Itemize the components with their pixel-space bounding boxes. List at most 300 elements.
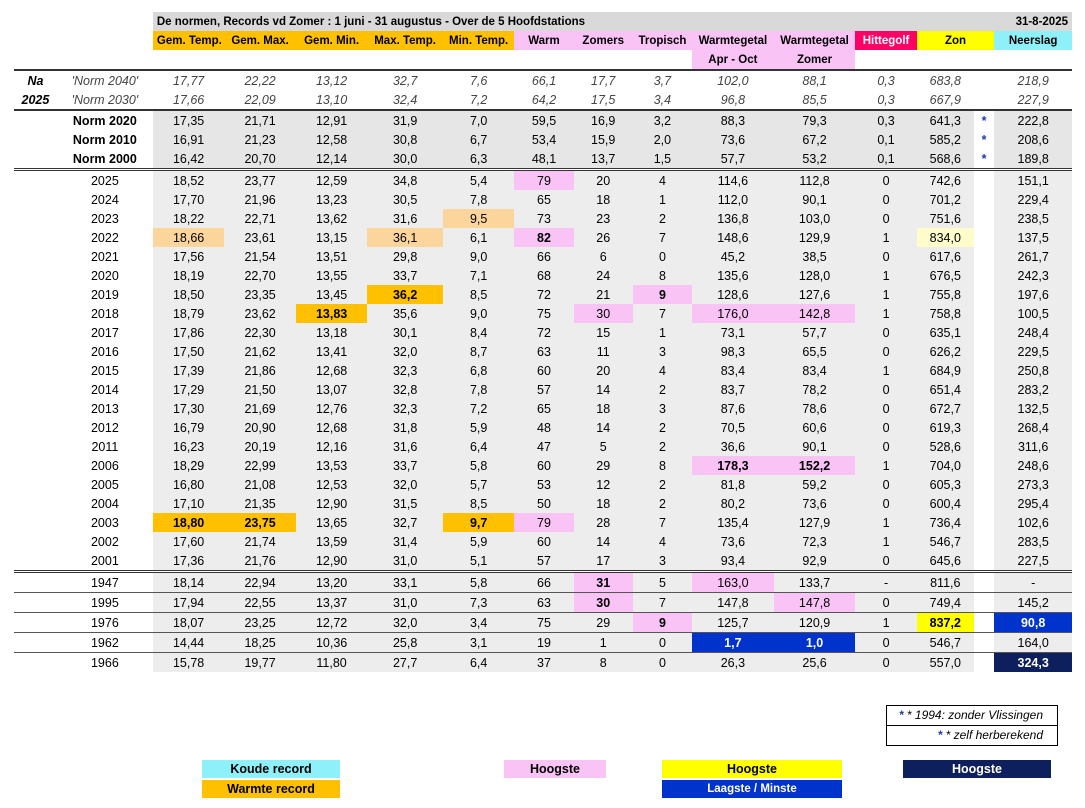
- norm-label: Norm 2010: [72, 132, 137, 147]
- cell-gem-temp: 18,50: [153, 285, 224, 304]
- cell-warm: 64,2: [514, 90, 573, 110]
- cell-tropisch: 7: [633, 228, 692, 247]
- cell-min-temp: 3,1: [443, 633, 514, 653]
- year-label: 2018: [90, 306, 119, 321]
- footnote-marker: [974, 593, 994, 613]
- cell-tropisch: 0: [633, 247, 692, 266]
- cell-min-temp: 6,4: [443, 653, 514, 673]
- cell-warmtegetal-zomer: 112,8: [774, 170, 856, 191]
- cell-warmtegetal-aprokt: 83,4: [692, 361, 774, 380]
- cell-zomers: 29: [574, 613, 633, 633]
- cell-neerslag: 268,4: [994, 418, 1072, 437]
- cell-max-temp: 33,7: [367, 266, 443, 285]
- spacer: [14, 593, 57, 613]
- cell-gem-temp: 14,44: [153, 633, 224, 653]
- cell-max-temp: 31,0: [367, 593, 443, 613]
- year-label: 2025: [57, 170, 153, 191]
- legend-lowest: Laagste / Minste: [662, 780, 842, 798]
- cell-hittegolf: 0: [855, 170, 916, 191]
- cell-min-temp: 7,6: [443, 70, 514, 90]
- cell-min-temp: 5,8: [443, 572, 514, 593]
- cell-zon: 651,4: [917, 380, 974, 399]
- cell-tropisch: 4: [633, 170, 692, 191]
- cell-max-temp: 31,8: [367, 418, 443, 437]
- cell-tropisch: 3,4: [633, 90, 692, 110]
- cell-gem-max: 23,61: [224, 228, 295, 247]
- cell-warmtegetal-aprokt: 147,8: [692, 593, 774, 613]
- spacer: [14, 653, 57, 673]
- cell-gem-min: 13,59: [296, 532, 367, 551]
- cell-hittegolf: 1: [855, 304, 916, 323]
- cell-neerslag: 229,5: [994, 342, 1072, 361]
- cell-zomers: 1: [574, 633, 633, 653]
- cell-zon: 701,2: [917, 190, 974, 209]
- cell-tropisch: 2: [633, 475, 692, 494]
- cell-tropisch: 9: [633, 613, 692, 633]
- cell-gem-min: 13,12: [296, 70, 367, 90]
- norm-row: [14, 130, 1072, 149]
- cell-zon: 667,9: [917, 90, 974, 110]
- footnotes: [886, 705, 1058, 746]
- cell-gem-min: 12,72: [296, 613, 367, 633]
- norm-label: 'Norm 2030': [71, 92, 139, 107]
- spacer: [14, 532, 57, 551]
- footnote-marker: [974, 613, 994, 633]
- cell-hittegolf: 1: [855, 532, 916, 551]
- cell-warmtegetal-zomer: 133,7: [774, 572, 856, 593]
- year-label: 2023: [90, 211, 119, 226]
- cell-warmtegetal-zomer: 53,2: [774, 149, 856, 170]
- footnote-marker: [974, 633, 994, 653]
- cell-zomers: 8: [574, 653, 633, 673]
- cell-neerslag: 100,5: [994, 304, 1072, 323]
- spacer: [14, 380, 57, 399]
- col-header-warmtegetal-zomer: Warmtegetal: [774, 31, 856, 50]
- cell-max-temp: 33,1: [367, 572, 443, 593]
- cell-hittegolf: 0: [855, 323, 916, 342]
- cell-warmtegetal-zomer: 72,3: [774, 532, 856, 551]
- footnote-recalculated: * * zelf herberekend: [887, 725, 1057, 745]
- cell-gem-max: 21,86: [224, 361, 295, 380]
- year-label: 2012: [90, 420, 119, 435]
- spacer: [14, 228, 57, 247]
- cell-warmtegetal-aprokt: 88,3: [692, 110, 774, 130]
- cell-min-temp: 5,7: [443, 475, 514, 494]
- cell-hittegolf: 1: [855, 228, 916, 247]
- spacer: [14, 418, 57, 437]
- cell-max-temp: 29,8: [367, 247, 443, 266]
- cell-gem-min: 13,51: [296, 247, 367, 266]
- cell-hittegolf: 0: [855, 437, 916, 456]
- cell-warmtegetal-zomer: 92,9: [774, 551, 856, 572]
- cell-warm: 75: [514, 613, 573, 633]
- cell-hittegolf: 0: [855, 380, 916, 399]
- cell-zon: 635,1: [917, 323, 974, 342]
- cell-warm: 66,1: [514, 70, 573, 90]
- cell-gem-min: 13,45: [296, 285, 367, 304]
- spacer: [14, 170, 57, 191]
- cell-hittegolf: 0: [855, 247, 916, 266]
- cell-neerslag: 227,5: [994, 551, 1072, 572]
- cell-zon: 568,6: [917, 149, 974, 170]
- side-label-na: Na: [14, 70, 57, 90]
- cell-gem-min: 12,90: [296, 551, 367, 572]
- cell-warm: 60: [514, 361, 573, 380]
- cell-warmtegetal-zomer: 59,2: [774, 475, 856, 494]
- cell-warmtegetal-zomer: 85,5: [774, 90, 856, 110]
- spacer: [14, 494, 57, 513]
- cell-gem-temp: 18,52: [153, 170, 224, 191]
- year-row: [14, 494, 1072, 513]
- cell-gem-min: 10,36: [296, 633, 367, 653]
- spacer: [14, 285, 57, 304]
- norm-label: Norm 2020: [57, 110, 153, 130]
- cell-hittegolf: 0,3: [855, 70, 916, 90]
- cell-min-temp: 5,1: [443, 551, 514, 572]
- cell-warmtegetal-zomer: 142,8: [774, 304, 856, 323]
- cell-gem-min: 13,83: [296, 304, 367, 323]
- footnote-marker: [974, 342, 994, 361]
- col-header-min-temp: Min. Temp.: [443, 31, 514, 50]
- cell-gem-min: 13,20: [296, 572, 367, 593]
- spacer: [14, 149, 57, 170]
- cell-min-temp: 6,7: [443, 130, 514, 149]
- cell-warm: 60: [514, 532, 573, 551]
- footnote-marker: [974, 456, 994, 475]
- cell-gem-max: 23,75: [224, 513, 295, 532]
- cell-zon: 736,4: [917, 513, 974, 532]
- year-row: [14, 551, 1072, 572]
- cell-gem-min: 12,58: [296, 130, 367, 149]
- cell-zomers: 15,9: [574, 130, 633, 149]
- cell-warm: 19: [514, 633, 573, 653]
- cell-max-temp: 31,0: [367, 551, 443, 572]
- footnote-marker: [974, 90, 994, 110]
- cell-hittegolf: 0: [855, 475, 916, 494]
- cell-hittegolf: 0: [855, 551, 916, 572]
- year-label: 2015: [90, 363, 119, 378]
- cell-gem-max: 23,77: [224, 170, 295, 191]
- cell-warmtegetal-aprokt: 163,0: [692, 572, 774, 593]
- cell-gem-temp: 17,36: [153, 551, 224, 572]
- cell-warmtegetal-zomer: 152,2: [774, 456, 856, 475]
- cell-zon: 684,9: [917, 361, 974, 380]
- year-label: 2013: [90, 401, 119, 416]
- footnote-marker: [974, 532, 994, 551]
- cell-warm: 48,1: [514, 149, 573, 170]
- cell-zomers: 11: [574, 342, 633, 361]
- cell-warmtegetal-zomer: 147,8: [774, 593, 856, 613]
- cell-warmtegetal-zomer: 38,5: [774, 247, 856, 266]
- cell-zon: 755,8: [917, 285, 974, 304]
- year-label: 2011: [91, 439, 119, 454]
- cell-gem-temp: 17,94: [153, 593, 224, 613]
- cell-warm: 65: [514, 190, 573, 209]
- cell-tropisch: 1: [633, 190, 692, 209]
- cell-min-temp: 5,4: [443, 170, 514, 191]
- cell-tropisch: 2: [633, 437, 692, 456]
- spacer: [14, 456, 57, 475]
- cell-gem-max: 22,55: [224, 593, 295, 613]
- cell-max-temp: 25,8: [367, 633, 443, 653]
- side-label-year: 2025: [21, 92, 50, 107]
- cell-min-temp: 7,3: [443, 593, 514, 613]
- cell-gem-max: 22,94: [224, 572, 295, 593]
- cell-hittegolf: 0: [855, 418, 916, 437]
- cell-gem-min: 13,55: [296, 266, 367, 285]
- cell-neerslag: 145,2: [994, 593, 1072, 613]
- footnote-marker: *: [981, 151, 987, 166]
- cell-gem-min: 12,68: [296, 361, 367, 380]
- cell-min-temp: 8,5: [443, 494, 514, 513]
- cell-warmtegetal-aprokt: 114,6: [692, 170, 774, 191]
- cell-neerslag: -: [994, 572, 1072, 593]
- cell-min-temp: 7,8: [443, 190, 514, 209]
- cell-zomers: 26: [574, 228, 633, 247]
- year-label: 2014: [90, 382, 119, 397]
- year-row: [14, 247, 1072, 266]
- footnote-marker: [974, 494, 994, 513]
- cell-min-temp: 6,8: [443, 361, 514, 380]
- cell-gem-min: 13,15: [296, 228, 367, 247]
- col-header-gem-temp: Gem. Temp.: [153, 31, 224, 50]
- cell-min-temp: 7,1: [443, 266, 514, 285]
- cell-neerslag: 295,4: [994, 494, 1072, 513]
- cell-warmtegetal-zomer: 57,7: [774, 323, 856, 342]
- cell-zon: 811,6: [917, 572, 974, 593]
- cell-warm: 57: [514, 551, 573, 572]
- cell-warm: 75: [514, 304, 573, 323]
- cell-min-temp: 8,7: [443, 342, 514, 361]
- cell-gem-temp: 18,66: [153, 228, 224, 247]
- year-row: [14, 266, 1072, 285]
- cell-gem-temp: 16,42: [153, 149, 224, 170]
- cell-neerslag: 102,6: [994, 513, 1072, 532]
- cell-zon: 528,6: [917, 437, 974, 456]
- cell-tropisch: 8: [633, 266, 692, 285]
- cell-zomers: 5: [574, 437, 633, 456]
- cell-gem-max: 21,23: [224, 130, 295, 149]
- cell-gem-min: 12,53: [296, 475, 367, 494]
- cell-gem-min: 12,90: [296, 494, 367, 513]
- extreme-year-row: [14, 593, 1072, 613]
- cell-gem-max: 19,77: [224, 653, 295, 673]
- cell-min-temp: 5,8: [443, 456, 514, 475]
- year-label: 1995: [57, 593, 153, 613]
- cell-min-temp: 7,2: [443, 399, 514, 418]
- spacer: [14, 513, 57, 532]
- cell-warmtegetal-aprokt: 1,7: [692, 633, 774, 653]
- cell-min-temp: 7,0: [443, 110, 514, 130]
- cell-neerslag: 227,9: [994, 90, 1072, 110]
- cell-neerslag: 229,4: [994, 190, 1072, 209]
- cell-neerslag: 238,5: [994, 209, 1072, 228]
- legend-highest-yellow: Hoogste: [662, 760, 842, 778]
- cell-max-temp: 32,3: [367, 399, 443, 418]
- footnote-marker: [974, 475, 994, 494]
- cell-gem-temp: 18,22: [153, 209, 224, 228]
- cell-gem-max: 21,62: [224, 342, 295, 361]
- cell-neerslag: 311,6: [994, 437, 1072, 456]
- cell-gem-max: 21,54: [224, 247, 295, 266]
- cell-warm: 73: [514, 209, 573, 228]
- cell-warmtegetal-aprokt: 45,2: [692, 247, 774, 266]
- cell-zomers: 17,5: [574, 90, 633, 110]
- year-label: 2004: [90, 496, 119, 511]
- norm-row: [14, 149, 1072, 170]
- cell-min-temp: 6,3: [443, 149, 514, 170]
- footnote-vlissingen: * * 1994: zonder Vlissingen: [898, 708, 1043, 722]
- warmtegetal-zomer-label: Zomer: [774, 50, 856, 70]
- extreme-year-row: [14, 572, 1072, 593]
- cell-min-temp: 6,1: [443, 228, 514, 247]
- cell-gem-temp: 17,86: [153, 323, 224, 342]
- year-label: 2021: [90, 249, 119, 264]
- cell-hittegolf: 0,1: [855, 149, 916, 170]
- cell-max-temp: 32,0: [367, 475, 443, 494]
- footnote-marker: *: [981, 132, 987, 147]
- cell-tropisch: 2,0: [633, 130, 692, 149]
- cell-warm: 50: [514, 494, 573, 513]
- spacer: [14, 399, 57, 418]
- cell-hittegolf: -: [855, 572, 916, 593]
- cell-gem-min: 11,80: [296, 653, 367, 673]
- cell-min-temp: 9,0: [443, 304, 514, 323]
- cell-hittegolf: 1: [855, 266, 916, 285]
- cell-zon: 546,7: [917, 633, 974, 653]
- cell-gem-min: 13,07: [296, 380, 367, 399]
- year-row: [14, 475, 1072, 494]
- cell-gem-min: 12,68: [296, 418, 367, 437]
- year-row: [14, 285, 1072, 304]
- cell-warmtegetal-aprokt: 93,4: [692, 551, 774, 572]
- cell-warmtegetal-zomer: 127,6: [774, 285, 856, 304]
- cell-min-temp: 5,9: [443, 418, 514, 437]
- report-date: 31-8-2025: [974, 12, 1072, 31]
- year-row: [14, 456, 1072, 475]
- footnote-marker: [974, 266, 994, 285]
- cell-neerslag: 222,8: [994, 110, 1072, 130]
- cell-zomers: 17: [574, 551, 633, 572]
- cell-warm: 53: [514, 475, 573, 494]
- cell-gem-max: 20,19: [224, 437, 295, 456]
- cell-zon: 641,3: [917, 110, 974, 130]
- cell-tropisch: 1: [633, 323, 692, 342]
- cell-warmtegetal-aprokt: 26,3: [692, 653, 774, 673]
- page-title: De normen, Records vd Zomer : 1 juni - 31 augustus - Over de 5 Hoofdstations: [153, 12, 974, 31]
- cell-min-temp: 9,0: [443, 247, 514, 266]
- cell-warmtegetal-aprokt: 87,6: [692, 399, 774, 418]
- cell-gem-min: 13,18: [296, 323, 367, 342]
- cell-warmtegetal-zomer: 73,6: [774, 494, 856, 513]
- cell-neerslag: 248,6: [994, 456, 1072, 475]
- cell-warm: 57: [514, 380, 573, 399]
- cell-gem-min: 13,37: [296, 593, 367, 613]
- cell-tropisch: 3: [633, 399, 692, 418]
- footnote-marker: [974, 285, 994, 304]
- spacer: [14, 572, 57, 593]
- cell-tropisch: 3: [633, 551, 692, 572]
- norm-label: Norm 2000: [72, 151, 137, 166]
- footnote-marker: [974, 551, 994, 572]
- cell-neerslag: 283,2: [994, 380, 1072, 399]
- cell-warm: 66: [514, 247, 573, 266]
- cell-warmtegetal-zomer: 103,0: [774, 209, 856, 228]
- cell-warmtegetal-aprokt: 81,8: [692, 475, 774, 494]
- cell-max-temp: 35,6: [367, 304, 443, 323]
- cell-warmtegetal-aprokt: 102,0: [692, 70, 774, 90]
- cell-gem-min: 13,23: [296, 190, 367, 209]
- footnote-marker: [974, 190, 994, 209]
- cell-zon: 585,2: [917, 130, 974, 149]
- cell-neerslag: 273,3: [994, 475, 1072, 494]
- cell-gem-temp: 15,78: [153, 653, 224, 673]
- footnote-marker: [974, 209, 994, 228]
- cell-neerslag: 242,3: [994, 266, 1072, 285]
- cell-tropisch: 5: [633, 572, 692, 593]
- year-label: 2017: [90, 325, 119, 340]
- cell-warm: 79: [514, 513, 573, 532]
- cell-zon: 751,6: [917, 209, 974, 228]
- cell-warmtegetal-zomer: 129,9: [774, 228, 856, 247]
- footnote-marker: [974, 247, 994, 266]
- cell-zomers: 28: [574, 513, 633, 532]
- cell-gem-temp: 18,80: [153, 513, 224, 532]
- cell-zon: 645,6: [917, 551, 974, 572]
- cell-gem-temp: 18,19: [153, 266, 224, 285]
- cell-gem-temp: 16,80: [153, 475, 224, 494]
- year-label: 2005: [90, 477, 119, 492]
- extreme-year-row: [14, 633, 1072, 653]
- cell-tropisch: 3: [633, 342, 692, 361]
- cell-warmtegetal-zomer: 128,0: [774, 266, 856, 285]
- cell-warmtegetal-aprokt: 135,6: [692, 266, 774, 285]
- col-header-max-temp: Max. Temp.: [367, 31, 443, 50]
- cell-gem-max: 20,90: [224, 418, 295, 437]
- cell-max-temp: 30,0: [367, 149, 443, 170]
- cell-warm: 65: [514, 399, 573, 418]
- cell-warmtegetal-zomer: 67,2: [774, 130, 856, 149]
- year-row: [14, 399, 1072, 418]
- col-header-gem-max: Gem. Max.: [224, 31, 295, 50]
- cell-gem-max: 22,09: [224, 90, 295, 110]
- cell-hittegolf: 0: [855, 633, 916, 653]
- cell-warmtegetal-aprokt: 136,8: [692, 209, 774, 228]
- cell-gem-temp: 17,66: [153, 90, 224, 110]
- cell-gem-temp: 16,79: [153, 418, 224, 437]
- col-header-neerslag: Neerslag: [994, 31, 1072, 50]
- cell-tropisch: 0: [633, 633, 692, 653]
- cell-tropisch: 4: [633, 361, 692, 380]
- cell-neerslag: 197,6: [994, 285, 1072, 304]
- spacer: [14, 361, 57, 380]
- col-header-gem-min: Gem. Min.: [296, 31, 367, 50]
- cell-zon: 619,3: [917, 418, 974, 437]
- year-label: 2006: [90, 458, 119, 473]
- cell-zomers: 24: [574, 266, 633, 285]
- cell-neerslag: 248,4: [994, 323, 1072, 342]
- cell-warmtegetal-aprokt: 98,3: [692, 342, 774, 361]
- cell-neerslag: 283,5: [994, 532, 1072, 551]
- footnote-marker: [974, 228, 994, 247]
- cell-warmtegetal-aprokt: 36,6: [692, 437, 774, 456]
- cell-zon: 704,0: [917, 456, 974, 475]
- cell-warm: 59,5: [514, 110, 573, 130]
- cell-gem-min: 12,59: [296, 170, 367, 191]
- cell-tropisch: 8: [633, 456, 692, 475]
- cell-zomers: 18: [574, 494, 633, 513]
- cell-tropisch: 2: [633, 418, 692, 437]
